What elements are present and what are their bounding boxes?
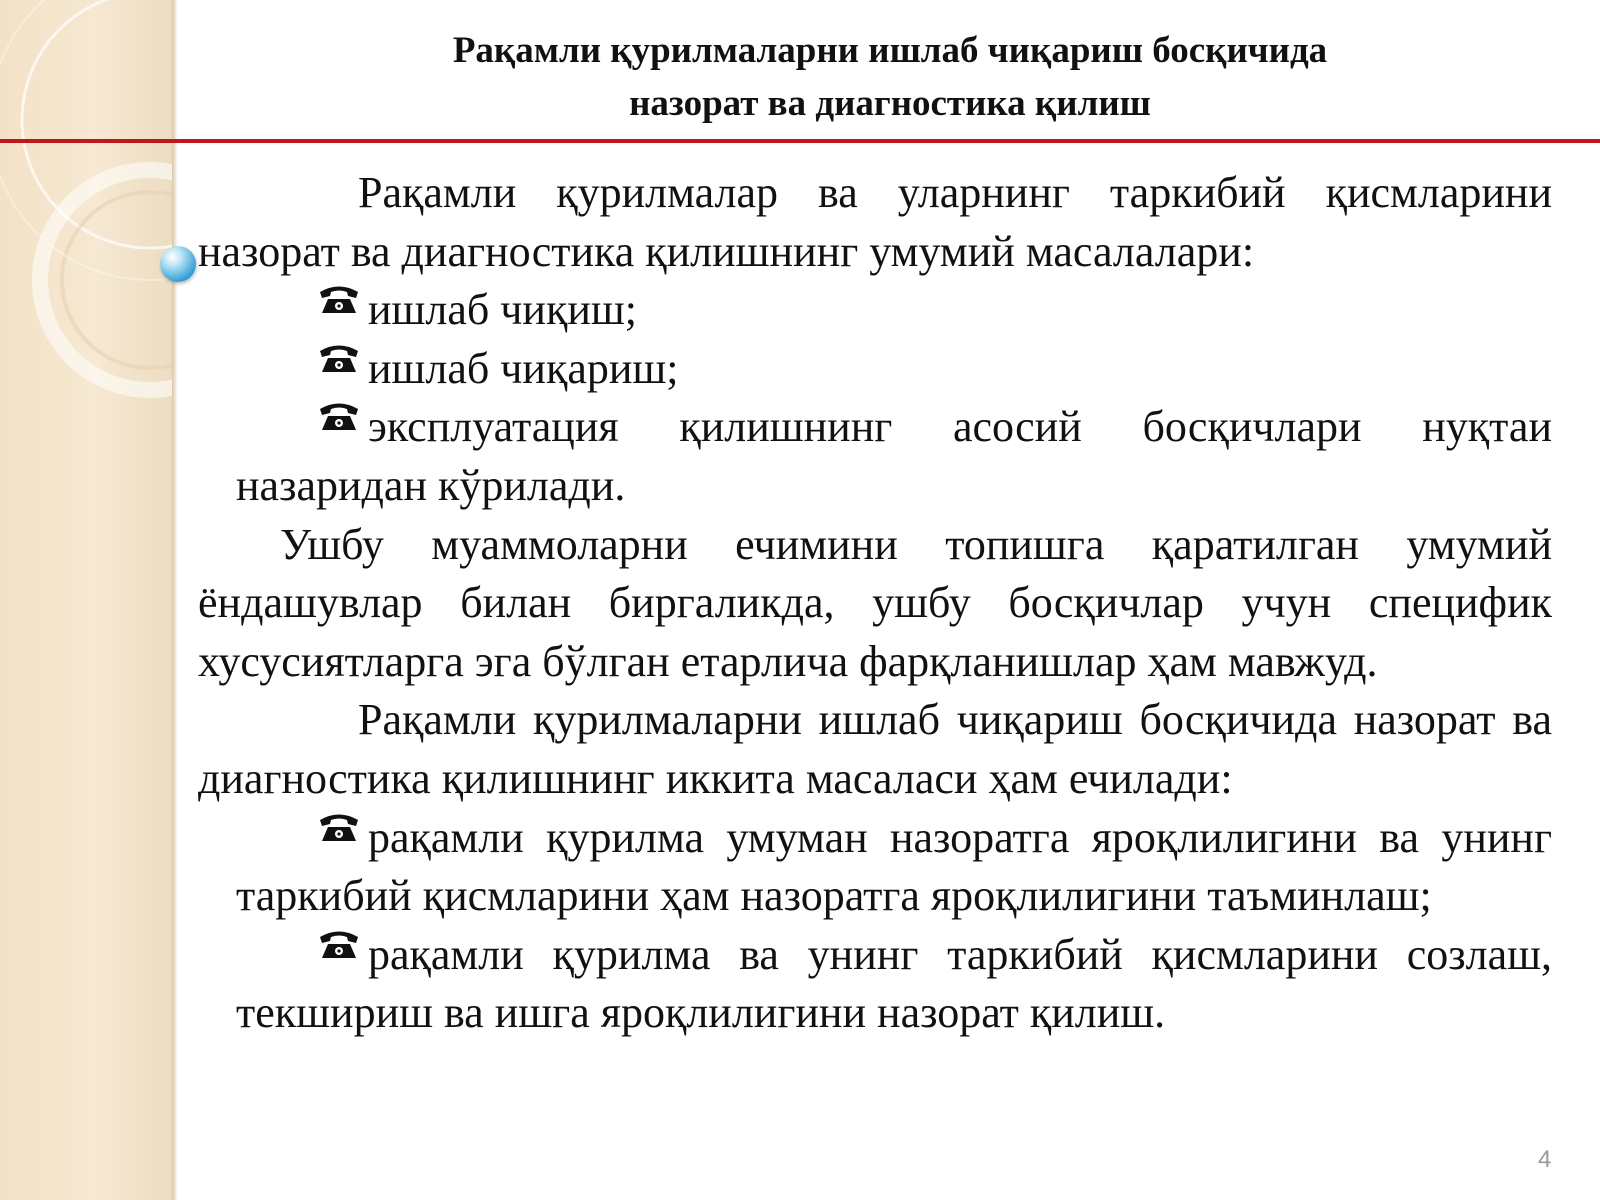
list-item-text: ишлаб чиқариш;	[368, 343, 679, 393]
title-divider	[0, 139, 1600, 143]
telephone-icon	[318, 400, 360, 434]
list-item-text: ишлаб чиқиш;	[368, 285, 638, 335]
list-item	[236, 340, 1552, 399]
list-item-text: рақамли қурилма умуман назоратга яроқлилигини ва унинг таркибий қисмларини ҳам назоратга яроқлилигини таъминлаш;	[236, 812, 1552, 921]
page-number: 4	[1538, 1146, 1552, 1173]
list-item	[236, 926, 1552, 1043]
panel-edge	[172, 0, 178, 1200]
slide-body	[198, 164, 1552, 1043]
blue-orb-icon	[160, 246, 196, 282]
telephone-icon	[318, 283, 360, 317]
telephone-icon	[318, 811, 360, 845]
list-item	[236, 281, 1552, 340]
list-item	[236, 809, 1552, 926]
decorative-rings	[0, 0, 176, 1200]
paragraph-3: Рақамли қурилмаларни ишлаб чиқариш босқичида назорат ва диагностика қилишнинг иккита масаласи ҳам ечилади:	[198, 695, 1552, 803]
telephone-icon	[318, 342, 360, 376]
list-item-text: эксплуатация қилишнинг асосий босқичлари нуқтаи назаридан кўрилади.	[236, 402, 1552, 510]
list-item-text: рақамли қурилма ва унинг таркибий қисмларини созлаш, текшириш ва ишга яроқлилигини назорат қилиш.	[236, 929, 1552, 1038]
paragraph-2: Ушбу муаммоларни ечимини топишга қаратилган умумий ёндашувлар билан биргаликда, ушбу босқичлар учун специфик хусусиятларга эга бўлган етарлича фарқланишлар ҳам мавжуд.	[198, 519, 1552, 686]
title-line-1: Рақамли қурилмаларни ишлаб чиқариш босқичида	[452, 30, 1328, 71]
decorative-side-panel	[0, 0, 176, 1200]
telephone-icon	[318, 928, 360, 962]
slide-title	[180, 24, 1600, 130]
paragraph-1: Рақамли қурилмалар ва уларнинг таркибий қисмларини назорат ва диагностика қилишнинг умумий масалалари:	[198, 168, 1552, 276]
list-item	[236, 398, 1552, 515]
title-line-2: назорат ва диагностика қилиш	[629, 83, 1151, 124]
